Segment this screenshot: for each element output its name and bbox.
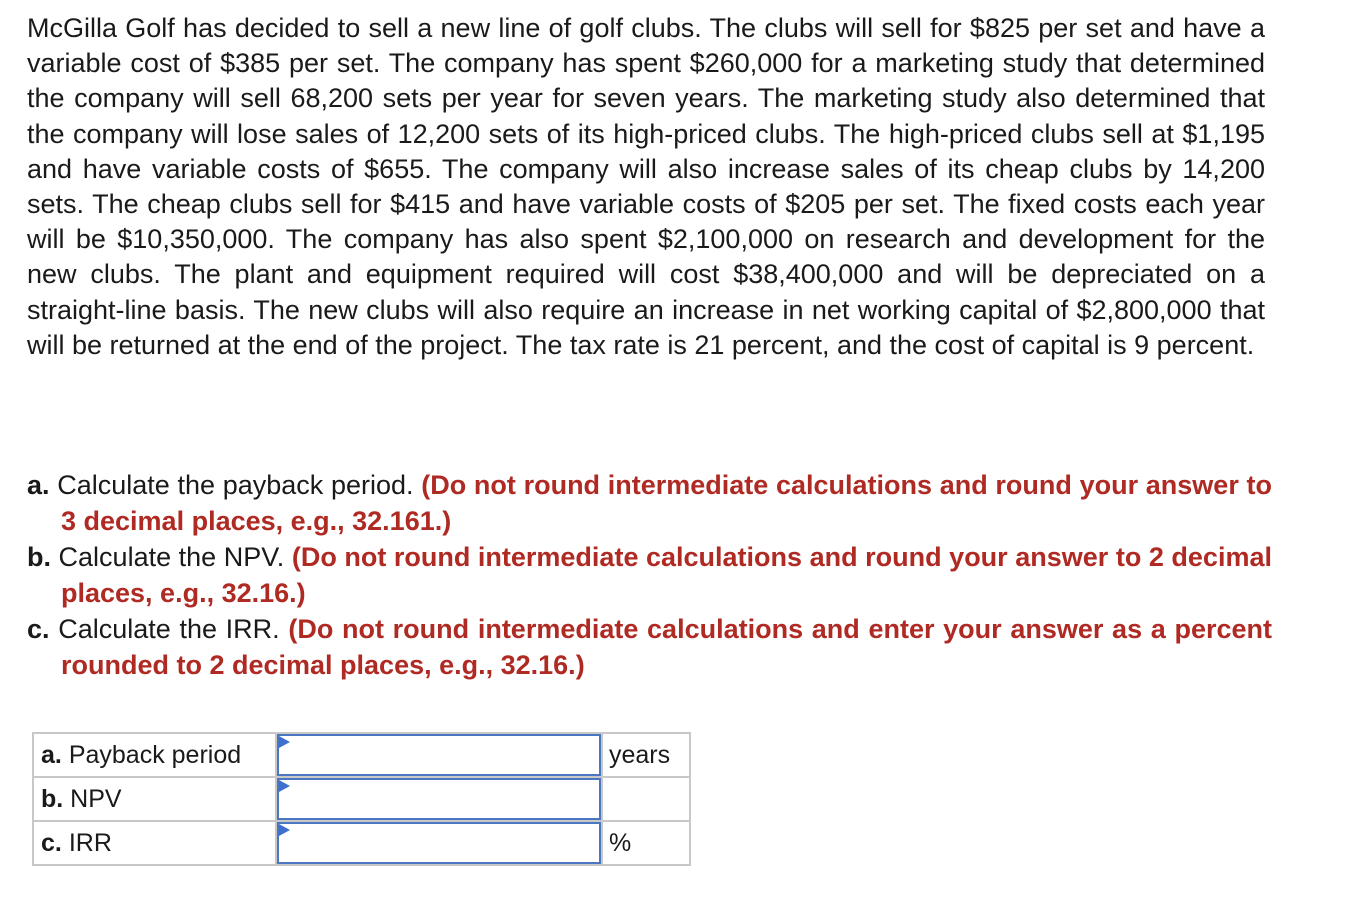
answer-label-text: IRR: [68, 828, 112, 857]
question-list: [27, 467, 1272, 683]
answer-label: [33, 821, 276, 865]
answer-label-text: Payback period: [68, 740, 242, 769]
answer-letter: a.: [41, 740, 62, 769]
answer-unit: %: [602, 821, 690, 865]
question-item-b: [27, 539, 1272, 611]
answer-label: [33, 777, 276, 821]
question-letter: b.: [27, 542, 51, 572]
answer-unit: [602, 777, 690, 821]
answer-input-cell: [276, 777, 602, 821]
answer-row-npv: [33, 777, 690, 821]
question-instruction: (Do not round intermediate calculations and round your answer to 2 decimal places, e.g., 32.16.): [61, 542, 1272, 608]
answer-input-cell: [276, 733, 602, 777]
question-text: Calculate the payback period.: [57, 470, 414, 500]
answer-letter: b.: [41, 784, 64, 813]
npv-input[interactable]: [277, 778, 601, 820]
answer-row-irr: [33, 821, 690, 865]
question-text: Calculate the NPV.: [58, 542, 285, 572]
payback-period-input[interactable]: [277, 734, 601, 776]
input-flag-icon: [279, 780, 290, 792]
question-letter: c.: [27, 614, 50, 644]
irr-input[interactable]: [277, 822, 601, 864]
answer-label: [33, 733, 276, 777]
answer-unit: years: [602, 733, 690, 777]
question-text: Calculate the IRR.: [58, 614, 280, 644]
question-instruction: (Do not round intermediate calculations and enter your answer as a percent rounded to 2 decimal places, e.g., 32.16.): [61, 614, 1272, 680]
answer-row-payback: [33, 733, 690, 777]
input-flag-icon: [279, 736, 290, 748]
input-flag-icon: [279, 824, 290, 836]
problem-statement: McGilla Golf has decided to sell a new line of golf clubs. The clubs will sell for $825 per set and have a variable cost of $385 per set. The company has spent $260,000 for a marketing study that determined the company will sell 68,200 sets per year for seven years. The marketing study also determined that the company will lose sales of 12,200 sets of its high-priced clubs. The high-priced clubs sell at $1,195 and have variable costs of $655. The company will also increase sales of its cheap clubs by 14,200 sets. The cheap clubs sell for $415 and have variable costs of $205 per set. The fixed costs each year will be $10,350,000. The company has also spent $2,100,000 on research and development for the new clubs. The plant and equipment required will cost $38,400,000 and will be depreciated on a straight-line basis. The new clubs will also require an increase in net working capital of $2,800,000 that will be returned at the end of the project. The tax rate is 21 percent, and the cost of capital is 9 percent.: [27, 13, 1265, 360]
question-letter: a.: [27, 470, 50, 500]
answer-label-text: NPV: [70, 784, 122, 813]
question-item-c: [27, 611, 1272, 683]
answer-input-cell: [276, 821, 602, 865]
answer-letter: c.: [41, 828, 62, 857]
question-instruction: (Do not round intermediate calculations and round your answer to 3 decimal places, e.g., 32.161.): [61, 470, 1272, 536]
answer-table: [32, 732, 691, 866]
question-item-a: [27, 467, 1272, 539]
